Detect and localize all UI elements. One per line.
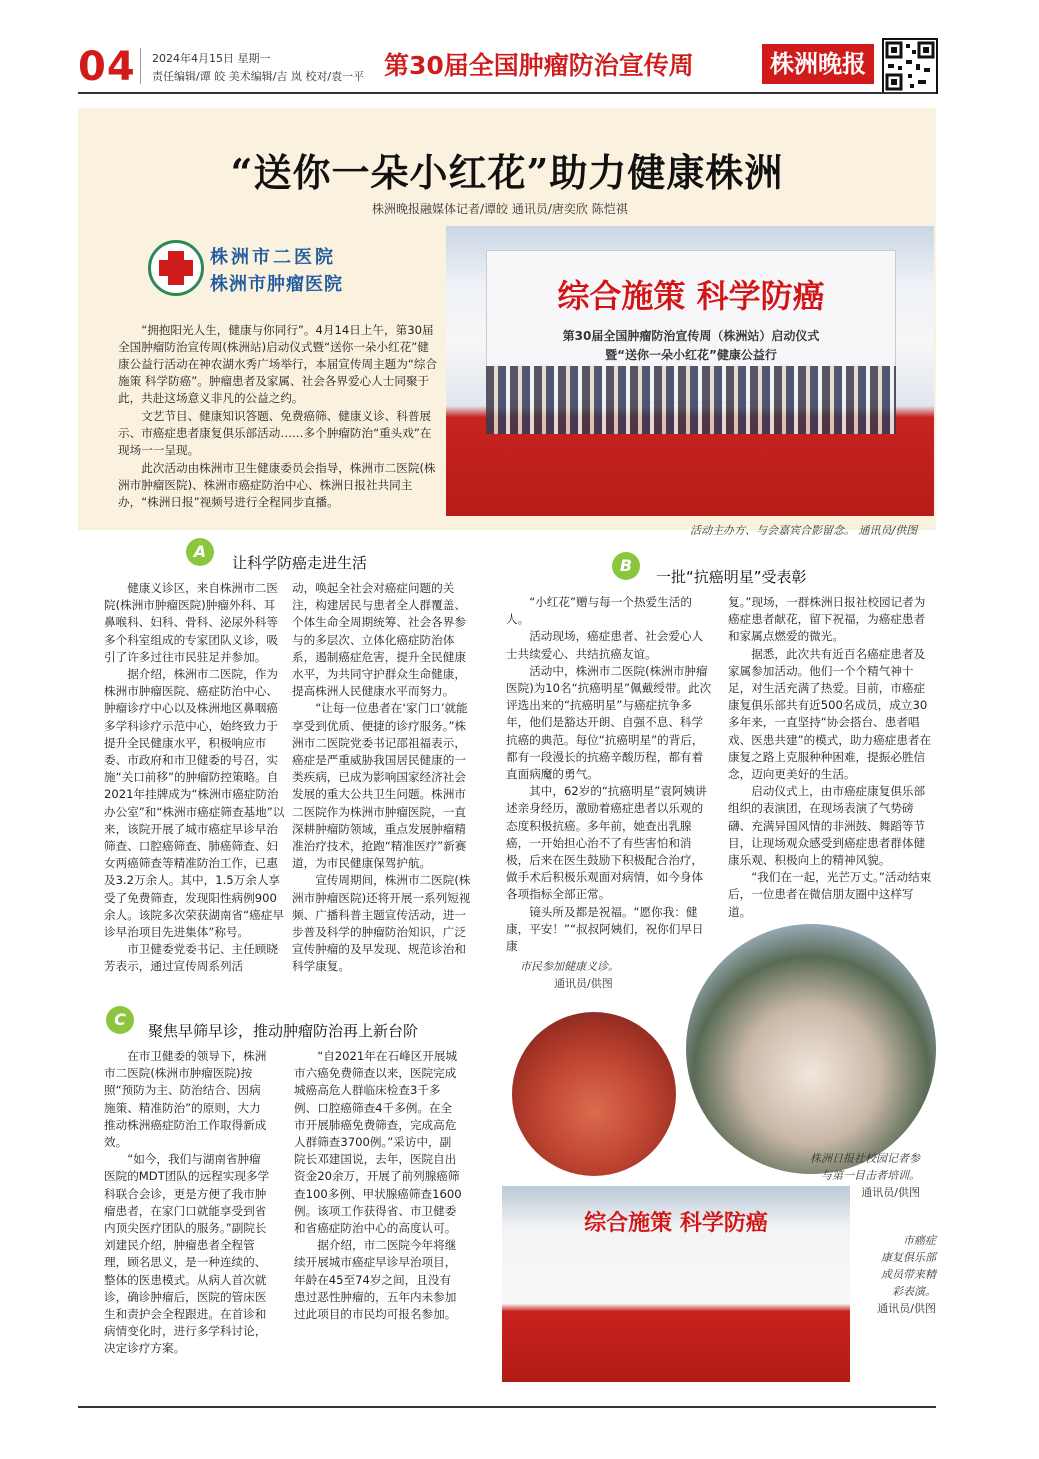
intro-paragraph-2: 文艺节目、健康知识答题、免费癌筛、健康义诊、科普展示、市癌症患者康复俱乐部活动……多个肿瘤防治“重头戏”在现场一一呈现。 [118, 409, 432, 457]
paragraph: “让每一位患者在‘家门口’就能享受到优质、便捷的诊疗服务。”株洲市二医院党委书记邵祖福表示，癌症是严重威胁我国居民健康的一类疾病，已成为影响国家经济社会发展的重大公共卫生问题。株洲市二医院作为株洲市肿瘤医院，一直深耕肿瘤防领域，重点发展肿瘤精准治疗技术，抢跑“精准医疗”新赛道，为市民健康保驾护航。 [292, 701, 468, 871]
intro-paragraph-1: “拥抱阳光人生，健康与你同行”。4月14日上午，第30届全国肿瘤防治宣传周(株洲站)启动仪式暨“送你一朵小红花”健康公益行活动在神农湖水秀广场举行，本届宣传周主题为“综合施策 科学防癌”。肿瘤患者及家属、社会各界爱心人士同聚于此，共赴这场意义非凡的公益之约。 [118, 323, 438, 405]
caption-credit: 通讯员/供图 [877, 1302, 936, 1315]
section-a-column-2 [292, 580, 474, 976]
article-byline: 株洲晚报融媒体记者/谭皎 通讯员/唐奕欣 陈恺祺 [372, 202, 628, 216]
caption-text: 康复俱乐部 [881, 1251, 936, 1264]
qr-code-icon [882, 38, 938, 94]
paragraph: 复。”现场，一群株洲日报社校园记者为癌症患者献花，留下祝福，为癌症患者和家属点燃爱的微光。 [728, 595, 926, 644]
paragraph: “如今，我们与湖南省肿瘤医院的MDT团队的远程实现多学科联合会诊，更是方便了我市肿瘤患者，在家门口就能享受到省内顶尖医疗团队的服务。”副院长刘建民介绍，肿瘤患者全程管理，顾名思义，是一种连续的、整体的医患模式。从病人首次就诊，确诊肿瘤后，医院的管床医生和责护会全程跟进。在首诊和病情变化时，进行多学科讨论，决定诊疗方案。 [104, 1152, 270, 1356]
caption-text: 株洲日报社校园记者参 [810, 1152, 920, 1165]
student-reporters-photo [686, 924, 936, 1174]
hospital-logo-icon [148, 240, 204, 296]
caption-text: 市民参加健康义诊。 [520, 960, 619, 973]
page-number: 04 [78, 44, 136, 90]
health-clinic-caption [520, 958, 619, 992]
editor-credits: 责任编辑/谭 皎 美术编辑/吉 岚 校对/袁一平 [152, 70, 365, 83]
paragraph: 市卫健委党委书记、主任顾晓芳表示，通过宣传周系列活 [104, 942, 278, 974]
intro-paragraph-3: 此次活动由株洲市卫生健康委员会指导，株洲市二医院(株洲市肿瘤医院)、株洲市癌症防治中心、株洲日报社共同主办，“株洲日报”视频号进行全程同步直播。 [118, 461, 436, 509]
paragraph: 启动仪式上，由市癌症康复俱乐部组织的表演团，在现场表演了气势磅礴、充满异国风情的非洲鼓、舞蹈等节目，让现场观众感受到癌症患者群体健康乐观、积极向上的精神风貌。 [728, 784, 926, 868]
section-title: 第30届全国肿瘤防治宣传周 [384, 51, 694, 80]
paragraph: “小红花”赠与每一个热爱生活的人。 [506, 595, 692, 627]
paragraph: “自2021年在石峰区开展城市六癌免费筛查以来，医院完成城癌高危人群临床检查3千多例、口腔癌筛查4千多例。在全市开展肺癌免费筛查，完成高危人群筛查3700例。”采访中，副院长邓建国说，去年，医院自出资金20余万，开展了前列腺癌筛查100多例、甲状腺癌筛查1600例。该项工作获得省、市卫健委和省癌症防治中心的高度认可。 [294, 1049, 462, 1236]
newspaper-masthead: 株洲晚报 [762, 44, 874, 84]
paragraph: 镜头所及都是祝福。“愿你我：健康，平安！”“叔叔阿姨们，祝你们早日康 [506, 904, 704, 954]
paragraph: 在市卫健委的领导下，株洲市二医院(株洲市肿瘤医院)按照“预防为主、防治结合、因病施策、精准防治”的原则，大力推动株洲癌症防治工作取得新成效。 [104, 1049, 267, 1150]
header-rule [78, 92, 936, 94]
caption-text: 成员带来精 [881, 1268, 936, 1281]
section-b-badge: B [612, 552, 640, 580]
caption-credit: 通讯员/供图 [554, 977, 613, 990]
caption-credit: 通讯员/供图 [861, 1186, 920, 1199]
paragraph: 其中，62岁的“抗癌明星”袁阿姨讲述亲身经历，激励着癌症患者以乐观的态度积极抗癌。多年前，她查出乳腺癌，一开始担心治不了有些害怕和消极，后来在医生鼓励下积极配合治疗，做手术后积极乐观面对病情，如今身体各项指标全部正常。 [506, 784, 707, 902]
paragraph: 据介绍，株洲市二医院，作为株洲市肿瘤医院、癌症防治中心、肿瘤诊疗中心以及株洲地区鼻咽癌多学科诊疗示范中心，始终致力于提升全民健康水平，积极响应市委、市政府和市卫健委的号召，实施“关口前移”的肿瘤防控策略。自2021年挂牌成为“株洲市癌症防治办公室”和“株洲市癌症筛查基地”以来，该院开展了城市癌症早诊早治筛查、口腔癌筛查、肺癌筛查、妇女两癌筛查等精准防治工作，已惠及3.2万余人。其中，1.5万余人享受了免费筛查，发现阳性病例900余人。该院多次荣获湖南省“癌症早诊早治项目先进集体”称号。 [104, 667, 285, 940]
caption-text: 市癌症 [903, 1234, 936, 1247]
backdrop-subtitle-1: 第30届全国肿瘤防治宣传周（株洲站）启动仪式 [562, 329, 820, 343]
section-a-badge: A [186, 538, 214, 566]
header-divider [140, 48, 141, 84]
section-a-column-1 [104, 580, 286, 976]
crowd [486, 366, 896, 434]
group-photo-caption: 活动主办方、与会嘉宾合影留念。 通讯员/供图 [690, 524, 918, 537]
section-c-title: 聚焦早筛早诊，推动肿瘤防治再上新台阶 [148, 1022, 419, 1040]
backdrop-subtitle-2: 暨“送你一朵小红花”健康公益行 [605, 348, 777, 362]
group-photo [446, 226, 934, 516]
section-c-column-1 [104, 1048, 272, 1358]
section-c-column-2 [294, 1048, 462, 1323]
hospital-name-2: 株洲市肿瘤医院 [210, 274, 343, 295]
caption-text: 彩表演。 [892, 1285, 936, 1298]
health-clinic-photo [512, 1012, 676, 1176]
section-c-badge: C [106, 1006, 134, 1034]
paragraph: 据介绍，市二医院今年将继续开展城市癌症早诊早治项目，年龄在45至74岁之间，且没有患过恶性肿瘤的，五年内未参加过此项目的市民均可报名参加。 [294, 1238, 457, 1322]
backdrop-slogan: 综合施策 科学防癌 [584, 1210, 768, 1236]
article-headline: “送你一朵小红花”助力健康株洲 [230, 150, 784, 195]
caption-text: 与第一目击者培训。 [821, 1169, 920, 1182]
paragraph: 宣传周期间，株洲市二医院(株洲市肿瘤医院)还将开展一系列短视频、广播科普主题宣传活动，进一步普及科学的肿瘤防治知识，广泛宣传肿瘤的及早发现、规范诊治和科学康复。 [292, 873, 471, 974]
performance-caption [860, 1232, 936, 1317]
paragraph: “我们在一起，光芒万丈。”活动结束后，一位患者在微信朋友圈中这样写道。 [728, 870, 932, 919]
issue-date: 2024年4月15日 星期一 [152, 52, 271, 65]
section-a-title: 让科学防癌走进生活 [232, 554, 368, 572]
paragraph: 据悉，此次共有近百名癌症患者及家属参加活动。他们一个个精气神十足，对生活充满了热爱。目前，市癌症康复俱乐部共有近500名成员，成立30多年来，一直坚持“协会搭台、患者唱戏、医患共建”的模式，助力癌症患者在康复之路上克服种种困难，提振必胜信念，迈向更美好的生活。 [728, 646, 932, 782]
footer-rule [78, 1406, 936, 1408]
paragraph: 活动现场，癌症患者、社会爱心人士共续爱心、共结抗癌友谊。 [506, 629, 704, 661]
paragraph: 动，唤起全社会对癌症问题的关注，构建居民与患者全人群覆盖、个体生命全周期统筹、社会各界参与的多层次、立体化癌症防治体系，遏制癌症危害，提升全民健康水平，为共同守护群众生命健康，提高株洲人民健康水平而努力。 [292, 581, 466, 699]
section-b-column-1 [506, 594, 714, 955]
paragraph: 活动中，株洲市二医院(株洲市肿瘤医院)为10名“抗癌明星”佩戴绶带。此次评选出来的“抗癌明星”与癌症抗争多年，他们是豁达开朗、自强不息、科学抗癌的典范。每位“抗癌明星”的背后，都有一段漫长的抗癌辛酸历程，都有着直面病魔的勇气。 [506, 663, 712, 782]
section-b-column-2 [728, 594, 936, 921]
hospital-name-1: 株洲市二医院 [210, 247, 336, 268]
backdrop-slogan: 综合施策 科学防癌 [557, 277, 825, 315]
section-b-title: 一批“抗癌明星”受表彰 [656, 568, 807, 586]
paragraph: 健康义诊区，来自株洲市二医院(株洲市肿瘤医院)肿瘤外科、耳鼻喉科、妇科、骨科、泌尿外科等多个科室组成的专家团队义诊，吸引了许多过往市民驻足并参加。 [104, 581, 278, 664]
performance-photo [502, 1186, 850, 1382]
